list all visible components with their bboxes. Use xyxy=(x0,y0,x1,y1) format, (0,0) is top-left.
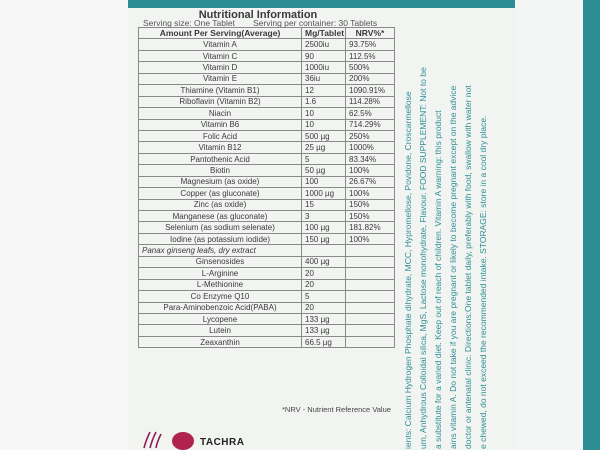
table-row xyxy=(139,325,395,336)
nutrient-nrv: 200% xyxy=(346,73,395,84)
nutrient-name: Lutein xyxy=(139,325,302,336)
nutrient-amount: 133 µg xyxy=(302,325,346,336)
nutrient-nrv: 1000% xyxy=(346,142,395,153)
table-row xyxy=(139,50,395,61)
nutrient-name: Niacin xyxy=(139,108,302,119)
nutrient-amount: 66.5 µg xyxy=(302,336,346,347)
nutrient-nrv: 83.34% xyxy=(346,153,395,164)
table-row xyxy=(139,142,395,153)
table-header-row xyxy=(139,28,395,39)
nutrient-amount: 5 xyxy=(302,153,346,164)
nutrient-nrv: 100% xyxy=(346,188,395,199)
table-row xyxy=(139,130,395,141)
nutrient-nrv: 1090.91% xyxy=(346,85,395,96)
nutrient-nrv: 500% xyxy=(346,62,395,73)
nutrient-nrv xyxy=(346,256,395,267)
table-row xyxy=(139,39,395,50)
nutrient-amount: 10 xyxy=(302,119,346,130)
nutrient-name: Para-Aminobenzoic Acid(PABA) xyxy=(139,302,302,313)
right-teal-edge xyxy=(583,0,600,450)
nutrient-name: Magnesium (as oxide) xyxy=(139,176,302,187)
nutrient-nrv: 112.5% xyxy=(346,50,395,61)
nutrient-amount: 500 µg xyxy=(302,130,346,141)
page-title: Nutritional Information xyxy=(198,9,318,21)
nutrient-name: Co Enzyme Q10 xyxy=(139,291,302,302)
table-row xyxy=(139,96,395,107)
serving-size: Serving size: One Tablet xyxy=(143,18,235,28)
nutrient-name: Vitamin D xyxy=(139,62,302,73)
nutrient-amount: 100 µg xyxy=(302,222,346,233)
table-row xyxy=(139,62,395,73)
nutrient-nrv: 26.67% xyxy=(346,176,395,187)
nutrient-name: Folic Acid xyxy=(139,130,302,141)
side-text-line: um, Anhydrous Colloidal silica, MgS, Lactose monohydrate, Flavour. FOOD SUPPLEMENT: Not to be xyxy=(418,67,428,449)
table-row xyxy=(139,165,395,176)
nutrient-amount: 20 xyxy=(302,279,346,290)
nutrient-name: Vitamin B6 xyxy=(139,119,302,130)
nutrient-amount: 1000iu xyxy=(302,62,346,73)
nutrient-nrv xyxy=(346,291,395,302)
left-panel xyxy=(0,0,128,450)
header-nrv: NRV%* xyxy=(346,28,395,39)
table-row xyxy=(139,336,395,347)
nutrient-nrv xyxy=(346,302,395,313)
nutrient-nrv: 93.75% xyxy=(346,39,395,50)
nutrient-nrv xyxy=(346,279,395,290)
brand-name: TACHRA xyxy=(200,437,245,448)
nutrient-name: Pantothenic Acid xyxy=(139,153,302,164)
brand-logo-icon xyxy=(140,430,164,450)
nutrient-name: Selenium (as sodium selenate) xyxy=(139,222,302,233)
nutrient-name: Iodine (as potassium iodide) xyxy=(139,233,302,244)
nutrient-amount: 10 xyxy=(302,108,346,119)
nutrient-name: L-Methionine xyxy=(139,279,302,290)
side-text-line: ains vitamin A. Do not take if you are pregnant or likely to become pregnant except on the advice xyxy=(448,85,458,449)
nutrient-amount: 2500iu xyxy=(302,39,346,50)
nutrient-amount: 36iu xyxy=(302,73,346,84)
tachra-logo-icon xyxy=(172,432,194,450)
nutrient-amount: 1000 µg xyxy=(302,188,346,199)
nutrient-nrv: 150% xyxy=(346,211,395,222)
nutrient-amount: 1.6 xyxy=(302,96,346,107)
nutrient-amount: 25 µg xyxy=(302,142,346,153)
table-row xyxy=(139,211,395,222)
table-row xyxy=(139,153,395,164)
nutrient-name: Vitamin A xyxy=(139,39,302,50)
side-text-line: doctor or antenatal clinic. Directions:One tablet daily, preferably with food, swallow with water not xyxy=(463,85,473,449)
serving-per-container: Serving per container: 30 Tablets xyxy=(252,18,378,28)
nutrient-amount: 400 µg xyxy=(302,256,346,267)
table-row xyxy=(139,176,395,187)
nutrient-name: Ginsenosides xyxy=(139,256,302,267)
table-row xyxy=(139,199,395,210)
nutrient-name: Riboflavin (Vitamin B2) xyxy=(139,96,302,107)
nutrient-amount: 100 xyxy=(302,176,346,187)
side-text-block xyxy=(400,0,518,450)
nutrient-amount: 50 µg xyxy=(302,165,346,176)
nutrient-name: Copper (as gluconate) xyxy=(139,188,302,199)
nutrient-nrv xyxy=(346,325,395,336)
nutrient-name: L-Arginine xyxy=(139,268,302,279)
nutrition-table xyxy=(138,27,395,348)
nutrient-amount: 20 xyxy=(302,268,346,279)
nutrient-amount: 133 µg xyxy=(302,313,346,324)
nutrient-name: Thiamine (Vitamin B1) xyxy=(139,85,302,96)
table-row xyxy=(139,302,395,313)
table-row xyxy=(139,256,395,267)
nutrient-name: Vitamin B12 xyxy=(139,142,302,153)
nutrient-name: Zeaxanthin xyxy=(139,336,302,347)
side-text-line: ients: Calcium Hydrogen Phosphate dihydrate, MCC, Hypromellose, Povidone, Croscarmellose xyxy=(403,91,413,449)
table-row xyxy=(139,233,395,244)
table-row xyxy=(139,108,395,119)
nutrient-name: Vitamin C xyxy=(139,50,302,61)
nutrient-nrv xyxy=(346,313,395,324)
nutrient-name: Biotin xyxy=(139,165,302,176)
nutrient-amount xyxy=(302,245,346,256)
nutrient-name: Lycopene xyxy=(139,313,302,324)
nutrient-nrv xyxy=(346,268,395,279)
nutrient-nrv: 100% xyxy=(346,233,395,244)
table-row xyxy=(139,222,395,233)
table-row xyxy=(139,291,395,302)
nutrient-amount: 150 µg xyxy=(302,233,346,244)
nutrient-name: Zinc (as oxide) xyxy=(139,199,302,210)
header-mg-tablet: Mg/Tablet xyxy=(302,28,346,39)
table-row xyxy=(139,279,395,290)
nutrient-nrv: 114.28% xyxy=(346,96,395,107)
table-row xyxy=(139,313,395,324)
nutrient-amount: 90 xyxy=(302,50,346,61)
nrv-footnote: *NRV - Nutrient Reference Value xyxy=(282,405,391,414)
nutrient-name: Manganese (as gluconate) xyxy=(139,211,302,222)
table-row xyxy=(139,268,395,279)
nutrient-nrv: 181.82% xyxy=(346,222,395,233)
nutrient-amount: 3 xyxy=(302,211,346,222)
nutrient-amount: 12 xyxy=(302,85,346,96)
nutrient-name: Vitamin E xyxy=(139,73,302,84)
nutrient-nrv: 62.5% xyxy=(346,108,395,119)
table-row xyxy=(139,85,395,96)
side-text-line: e chewed, do not exceed the recommended intake. STORAGE: store in a cool dry place. xyxy=(478,115,488,449)
nutrient-amount: 5 xyxy=(302,291,346,302)
header-amount: Amount Per Serving(Average) xyxy=(139,28,302,39)
nutrient-name: Panax ginseng leafs, dry extract xyxy=(139,245,302,256)
nutrient-nrv xyxy=(346,336,395,347)
table-row xyxy=(139,245,395,256)
nutrient-nrv: 150% xyxy=(346,199,395,210)
nutrient-nrv xyxy=(346,245,395,256)
nutrient-nrv: 714.29% xyxy=(346,119,395,130)
side-text-line: a substitute for a varied diet. Keep out of reach of children. Vitamin A warning: this product xyxy=(433,110,443,449)
nutrient-nrv: 100% xyxy=(346,165,395,176)
nutrient-amount: 20 xyxy=(302,302,346,313)
table-row xyxy=(139,119,395,130)
nutrient-amount: 15 xyxy=(302,199,346,210)
nutrient-nrv: 250% xyxy=(346,130,395,141)
table-row xyxy=(139,73,395,84)
table-row xyxy=(139,188,395,199)
